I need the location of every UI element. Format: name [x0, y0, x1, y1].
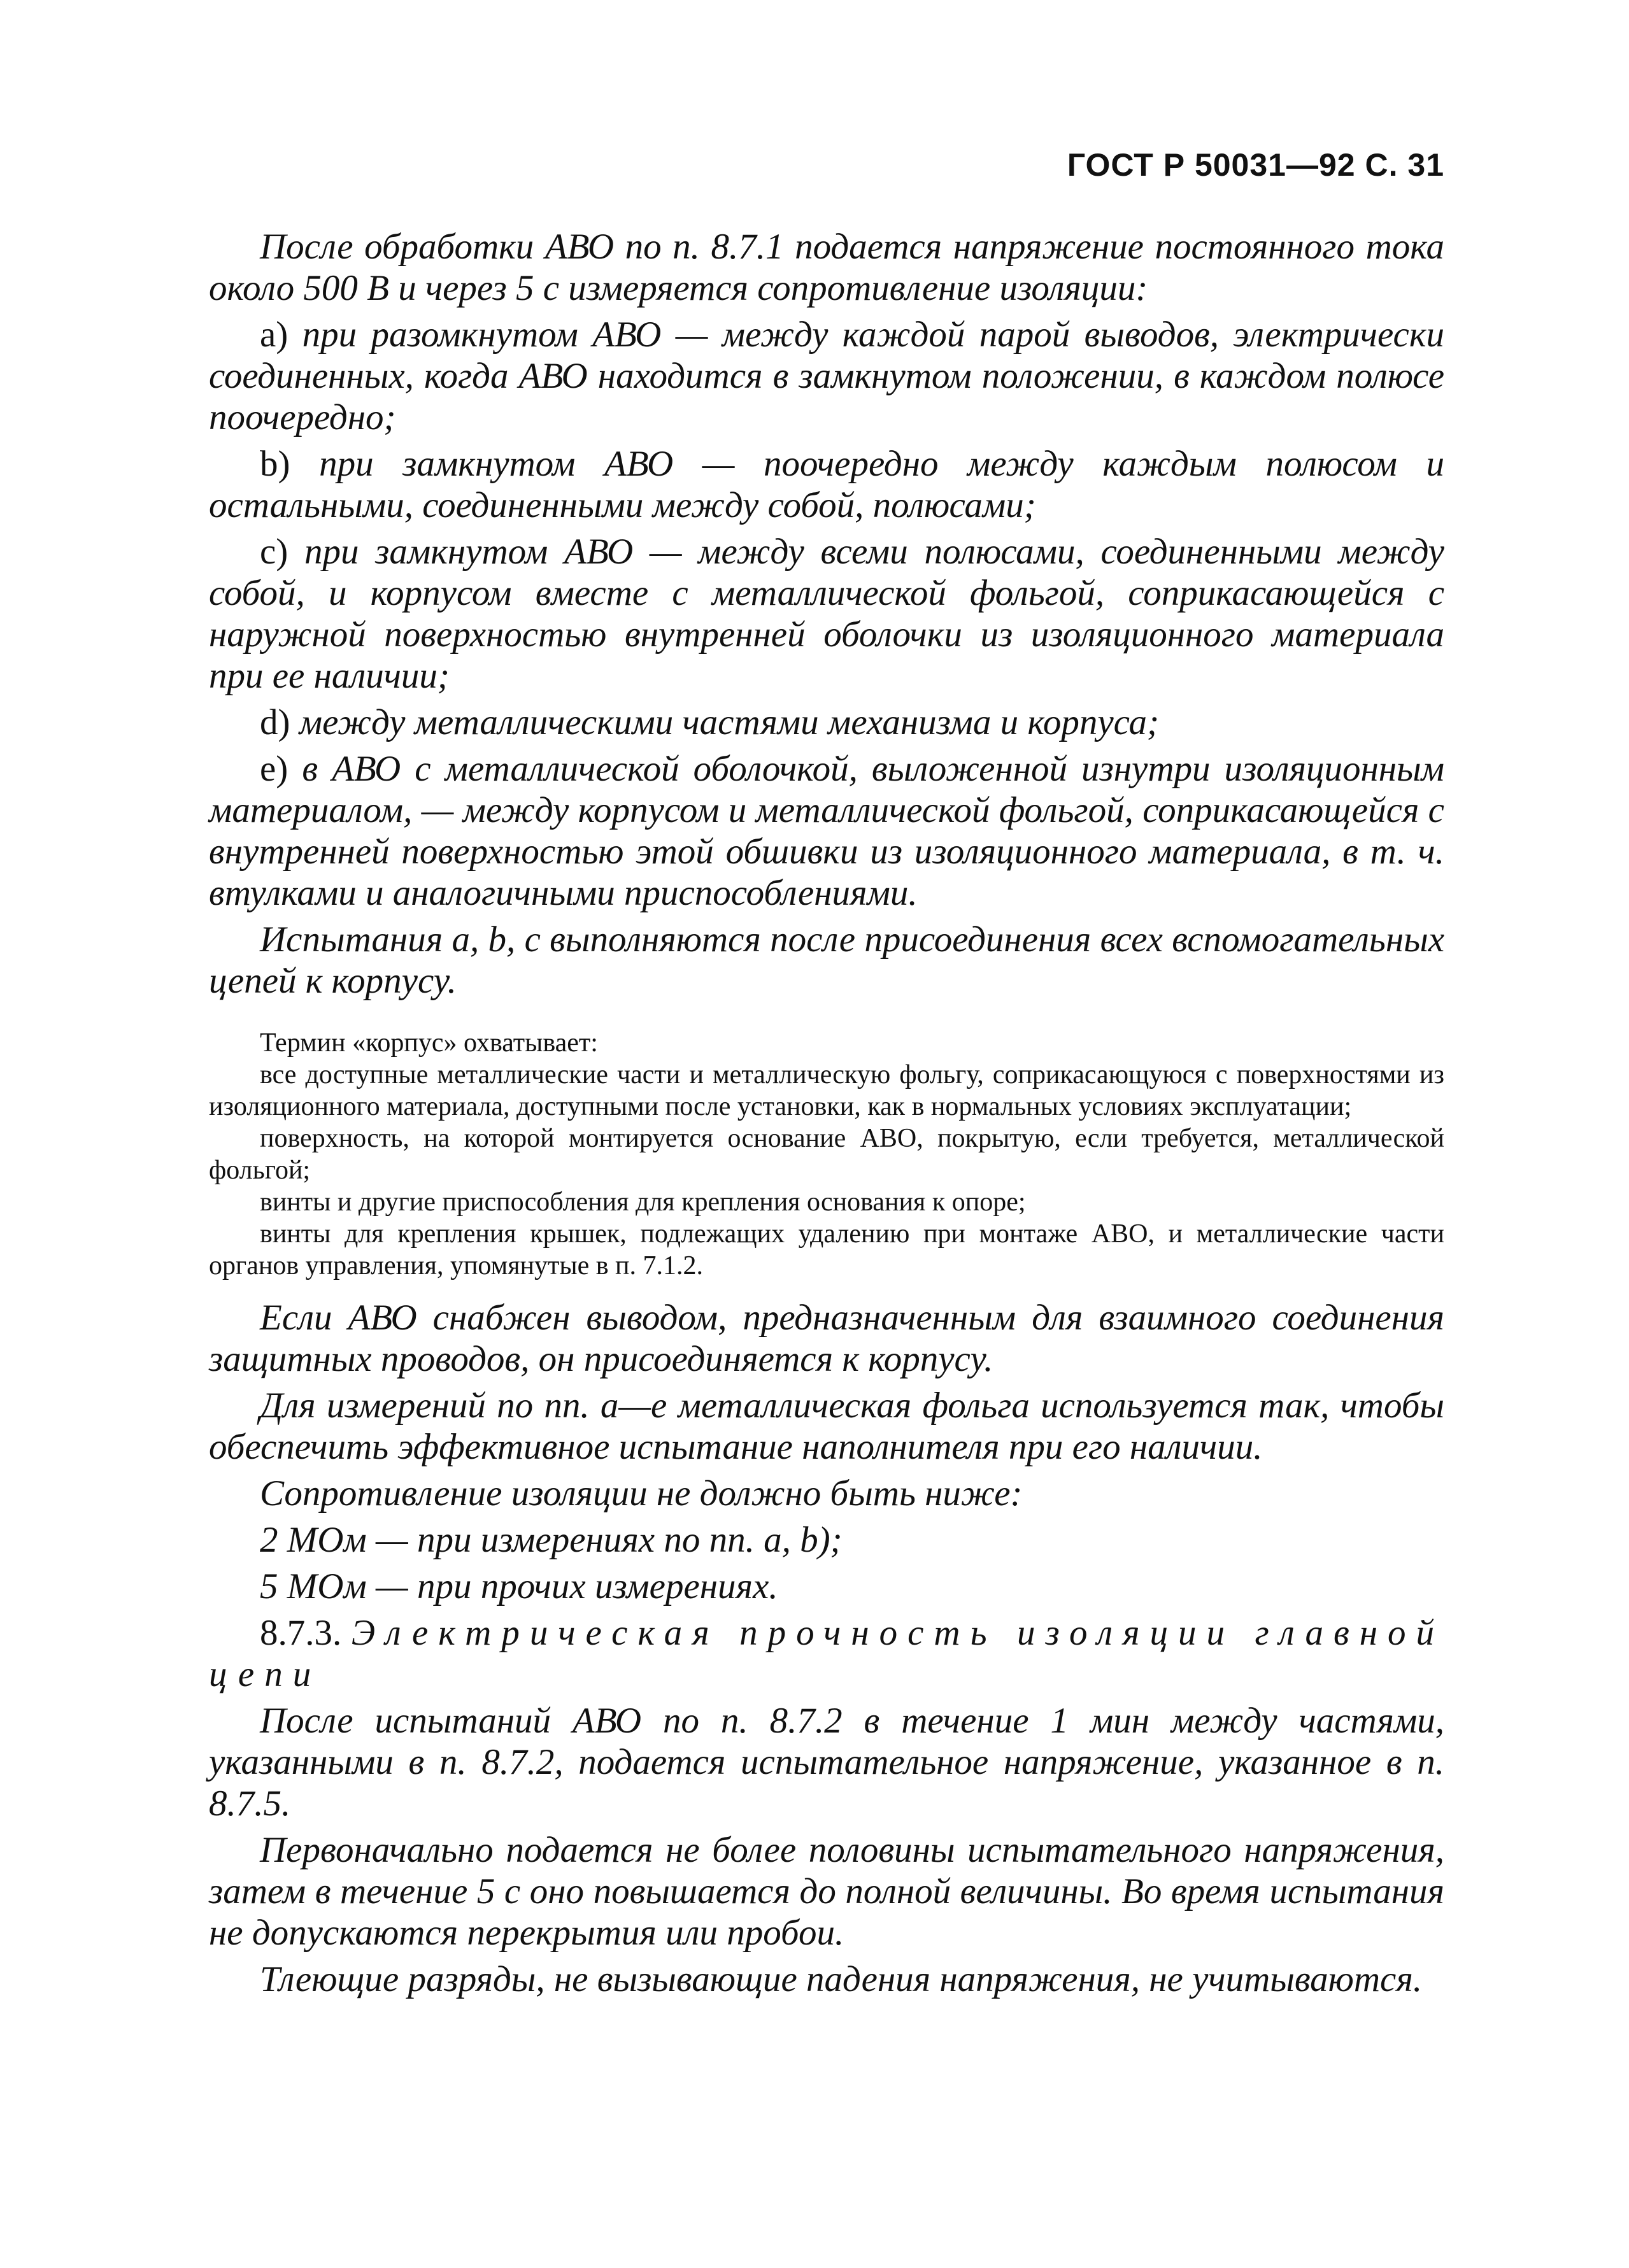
list-item-b [209, 443, 1444, 526]
note-title: Термин «корпус» охватывает: [260, 1028, 598, 1058]
list-marker-c: c) [260, 532, 288, 572]
paragraph-terminal: Если АВО снабжен выводом, предназначенным для взаимного соединения защитных проводов, он присоединяется к корпусу. [209, 1298, 1444, 1379]
list-item-c [209, 531, 1444, 697]
list-text-d: между металлическими частями механизма и корпуса; [299, 702, 1159, 742]
list-marker-a: a) [260, 315, 288, 355]
list-item-a [209, 314, 1444, 438]
list-marker-e: e) [260, 749, 288, 789]
page-header: ГОСТ Р 50031—92 С. 31 [1067, 147, 1444, 183]
section-paragraph-1: После испытаний АВО по п. 8.7.2 в течение 1 мин между частями, указанными в п. 8.7.2, подается испытательное напряжение, указанное в п. 8.7.5. [209, 1701, 1444, 1824]
section-heading [209, 1612, 1444, 1695]
section-paragraph-3: Тлеющие разряды, не вызывающие падения напряжения, не учитываются. [260, 1959, 1423, 1999]
list-text-e: в АВО с металлической оболочкой, выложенной изнутри изоляционным материалом, — между корпусом и металлической фольгой, соприкасающейся с внутренней поверхностью этой обшивки из изоляционного материала, в т. ч. втулками и аналогичными приспособлениями. [209, 749, 1444, 913]
paragraph-foil: Для измерений по пп. a—e металлическая фольга используется так, чтобы обеспечить эффективное испытание наполнителя при его наличии. [209, 1386, 1444, 1467]
paragraph-resistance: Сопротивление изоляции не должно быть ниже: [260, 1473, 1023, 1513]
note-item-2: поверхность, на которой монтируется основание АВО, покрытую, если требуется, металлической фольгой; [209, 1124, 1444, 1185]
list-text-c: при замкнутом АВО — между всеми полюсами, соединенными между собой, и корпусом вместе с металлической фольгой, соприкасающейся с наружной поверхностью внутренней оболочки из изоляционного материала при ее наличии; [209, 532, 1444, 696]
paragraph-2mohm: 2 МОм — при измерениях по пп. a, b); [260, 1520, 843, 1560]
section-number: 8.7.3. [260, 1613, 342, 1653]
section-title: Электрическая прочность изоляции главной цепи [209, 1613, 1445, 1694]
note-item-3: винты и другие приспособления для крепления основания к опоре; [260, 1187, 1026, 1217]
note-item-1: все доступные металлические части и металлическую фольгу, соприкасающуюся с поверхностями из изоляционного материала, доступными после установки, как в нормальных условиях эксплуатации; [209, 1060, 1444, 1121]
list-text-a: при разомкнутом АВО — между каждой парой выводов, электрически соединенных, когда АВО находится в замкнутом положении, в каждом полюсе поочередно; [209, 315, 1444, 437]
document-body [209, 226, 1444, 2000]
corpus-note [209, 1027, 1444, 1282]
tests-note-paragraph: Испытания a, b, c выполняются после присоединения всех вспомогательных цепей к корпусу. [209, 919, 1444, 1001]
note-item-4: винты для крепления крышек, подлежащих удалению при монтаже АВО, и металлические части органов управления, упомянутые в п. 7.1.2. [209, 1219, 1444, 1280]
list-text-b: при замкнутом АВО — поочередно между каждым полюсом и остальными, соединенными между собой, полюсами; [209, 444, 1445, 525]
list-marker-d: d) [260, 702, 290, 742]
list-marker-b: b) [260, 444, 290, 484]
paragraph-5mohm: 5 МОм — при прочих измерениях. [260, 1566, 778, 1606]
list-item-e [209, 748, 1444, 914]
list-item-d [209, 702, 1444, 743]
section-paragraph-2: Первоначально подается не более половины испытательного напряжения, затем в течение 5 с оно повышается до полной величины. Во время испытания не допускаются перекрытия или пробои. [209, 1830, 1444, 1953]
intro-paragraph: После обработки АВО по п. 8.7.1 подается напряжение постоянного тока около 500 В и через 5 с измеряется сопротивление изоляции: [209, 227, 1444, 308]
